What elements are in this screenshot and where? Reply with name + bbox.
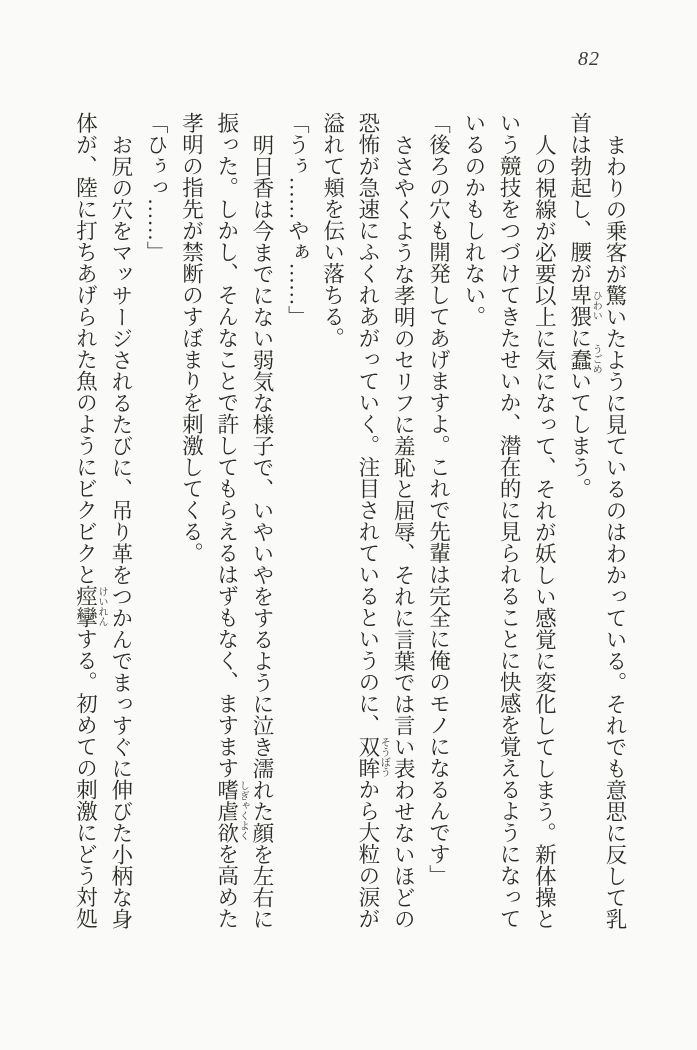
paragraph: 「ひぅっ……」 xyxy=(144,112,169,263)
furigana-text: ひわい xyxy=(590,284,602,327)
furigana-ruby: 蠢うごめ xyxy=(567,344,602,375)
furigana-ruby: 卑猥ひわい xyxy=(567,284,602,327)
paragraph: まわりの乗客が驚いたように見ているのはわかっている。それでも意思に反して乳首は勃起し、腰が卑猥ひわいに蠢うごめいてしまう。 xyxy=(567,112,627,929)
furigana-text: しぎゃくよく xyxy=(237,778,249,843)
furigana-text: けいれん xyxy=(96,585,108,628)
paragraph: 明日香は今までにない弱気な様子で、いやいやをするように泣き濡れた顔を左右に振った。しかし、そんなことで許してもらえるはずもなく、ますます嗜虐欲しぎゃくよくを高めた孝明の指先が禁断のすぼまりを刺激してくる。 xyxy=(179,112,275,929)
paragraph: お尻の穴をマッサージされるたびに、吊り革をつかんでまっすぐに伸びた小柄な身体が、陸に打ちあげられた魚のようにビクビクと痙攣けいれんする。初めての刺激にどう対処 xyxy=(73,112,133,929)
furigana-text: そうぼう xyxy=(378,735,390,779)
vertical-text-block xyxy=(67,112,632,930)
paragraph: ささやくような孝明のセリフに羞恥と屈辱、それに言葉では言い表わせないほどの恐怖が急速にふくれあがっていく。注目されているというのに、双眸そうぼうから大粒の涙が溢れて頬を伝い落ちる。 xyxy=(320,112,416,929)
paragraph: 「うぅ……やぁ……」 xyxy=(285,112,310,327)
furigana-ruby: 双眸そうぼう xyxy=(355,735,390,779)
page-number: 82 xyxy=(578,48,600,70)
paragraph: 人の視線が必要以上に気になって、それが妖しい感覚に変化してしまう。新体操という競技をつづけてきたせいか、潜在的に見られることに快感を覚えるようになっているのかもしれない。 xyxy=(461,112,557,929)
furigana-text: うごめ xyxy=(590,344,602,375)
furigana-ruby: 嗜虐欲しぎゃくよく xyxy=(214,778,249,843)
furigana-ruby: 痙攣けいれん xyxy=(73,585,108,628)
paragraph: 「後ろの穴も開発してあげますよ。これで先輩は完全に俺のモノになるんです」 xyxy=(426,112,451,886)
